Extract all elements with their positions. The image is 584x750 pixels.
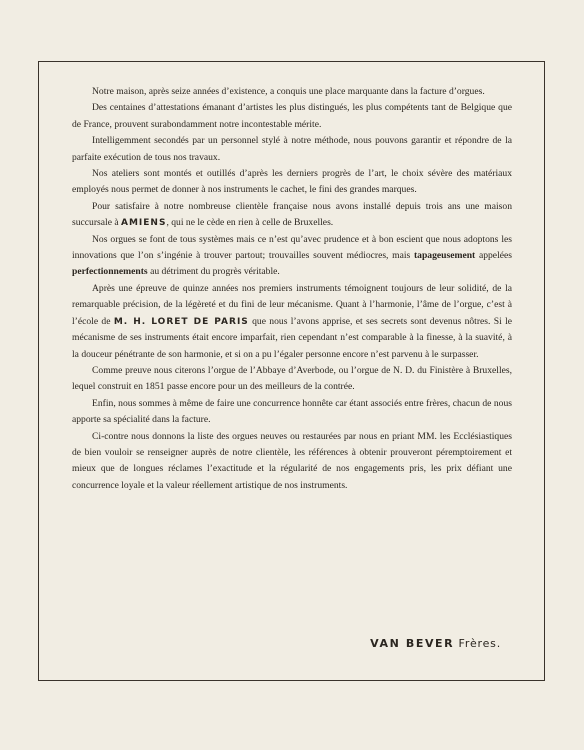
tapageusement-emphasis: tapageusement: [413, 250, 476, 262]
perfectionnements-emphasis: perfectionnements: [72, 266, 148, 278]
paragraph-7-text-b: que nous l’avons apprise, et ses secrets sont devenus nôtres. Si le mécanisme de ses instruments était encore imparfait, rien cependant n’est comparable à la finesse, à la suavité, à la douceur pénétrante de son harmonie, et si on a pu l’égaler personne encore n’est parvenu à le surpasser.: [72, 315, 512, 360]
signature: [370, 637, 501, 650]
paragraph-6-text-a: Nos orgues se font de tous systèmes mais ce n’est qu’avec prudence et à bon escient que nous adoptons les innovations que l’on s’ingénie à trouver partout; trouvailles souvent médiocres, mais: [72, 233, 512, 262]
paragraph-4: Nos ateliers sont montés et outillés d’après les derniers progrès de l’art, le choix sévère des matériaux employés nous permet de donner à nos instruments le cachet, le fini des grandes marques.: [72, 168, 512, 196]
amiens-emphasis: AMIENS: [121, 218, 167, 229]
signature-suffix: Frères.: [454, 637, 501, 650]
paragraph-10: Ci-contre nous donnons la liste des orgues neuves ou restaurées par nous en priant MM. les Ecclésiastiques de bien vouloir se renseigner auprès de notre clientèle, les références à obtenir prouveront péremptoirement et mieux que de longues réclames l’exactitude et la régularité de nos engagements pris, les prix défiant une concurrence loyale et la valeur réellement artistique de nos instruments.: [72, 430, 512, 491]
paragraph-7-text-a: Après une épreuve de quinze années nos premiers instruments témoignent toujours de leur solidité, de la remarquable précision, de la légèreté et du fini de leur mécanisme. Quant à l’harmonie, l’âme de l’orgue, c’est à l’école de: [72, 282, 512, 327]
paragraph-7: [72, 281, 512, 363]
paragraph-6-text-b: appelées: [475, 250, 512, 262]
paragraph-1: Notre maison, après seize années d’existence, a conquis une place marquante dans la facture d’orgues.: [92, 86, 485, 97]
letter-body: [72, 84, 512, 494]
signature-name: VAN BEVER: [370, 637, 455, 650]
loret-emphasis: M. H. LORET DE PARIS: [113, 316, 249, 327]
paragraph-6-text-c: au détriment du progrès véritable.: [147, 266, 280, 278]
paragraph-3: Intelligemment secondés par un personnel stylé à notre méthode, nous pouvons garantir et répondre de la parfaite exécution de tous nos travaux.: [72, 135, 512, 163]
paragraph-9: Enfin, nous sommes à même de faire une concurrence honnête car étant associés entre frères, chacun de nous apporte sa spécialité dans la facture.: [72, 397, 512, 426]
paragraph-2: Des centaines d’attestations émanant d’artistes les plus distingués, les plus compétents tant de Belgique que de France, prouvent surabondamment notre incontestable mérite.: [72, 102, 512, 130]
paragraph-5: [72, 199, 512, 232]
paragraph-5-text-a: Pour satisfaire à notre nombreuse clientèle française nous avons installé depuis trois ans une maison succursale à: [72, 200, 512, 229]
paragraph-8: Comme preuve nous citerons l’orgue de l’Abbaye d’Averbode, ou l’orgue de N. D. du Finistère à Bruxelles, lequel construit en 1851 passe encore pour un des meilleurs de la contrée.: [72, 364, 512, 393]
paragraph-5-text-b: , qui ne le cède en rien à celle de Bruxelles.: [166, 217, 334, 229]
paragraph-6: [72, 232, 512, 281]
